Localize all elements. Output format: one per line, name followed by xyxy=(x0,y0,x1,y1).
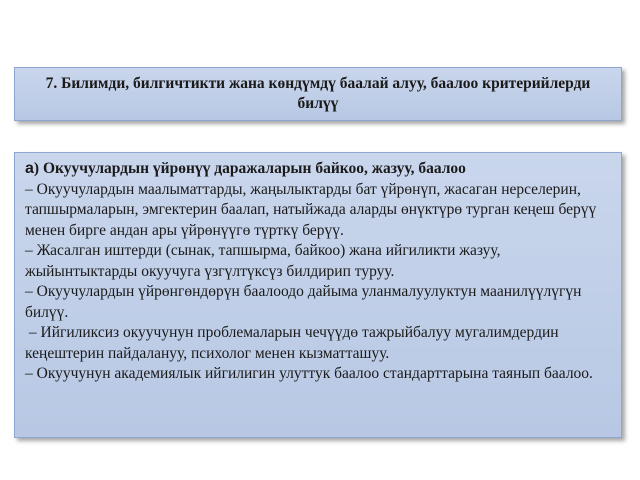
paragraph-4: – Ийгиликсиз окуучунун проблемаларын чечүүдө тажрыйбалуу мугалимдердин кеңештерин пайдалануу, психолог менен кызматташуу. xyxy=(25,324,563,362)
title-box xyxy=(14,67,622,121)
section-heading-letter: а xyxy=(25,160,34,177)
content-box xyxy=(14,152,622,438)
section-heading xyxy=(25,159,611,180)
paragraph-5: – Окуучунун академиялык ийгилигин улуттук баалоо стандарттарына таянып баалоо. xyxy=(25,365,593,382)
paragraph-2: – Жасалган иштерди (сынак, тапшырма, байкоо) жана ийгиликти жазуу, жыйынтыктарды окуучуга үзгүлтүксүз билдирип туруу. xyxy=(25,242,501,280)
paragraph-1: – Окуучулардын маалыматтарды, жаңылыктарды бат үйрөнүп, жасаган нерселерин, тапшырмаларын, эмгектерин баалап, натыйжада аларды өнүктүрө турган кеңеш берүү менен бирге андан ары үйрөнүүгө түрткү берүү. xyxy=(25,180,597,239)
slide-title: 7. Билимди, билгичтикти жана көндүмдү баалай алуу, баалоо критерийлерди билүү xyxy=(45,75,591,112)
section-heading-text: ) Окуучулардын үйрөнүү даражаларын байкоо, жазуу, баалоо xyxy=(33,160,466,177)
paragraph-3: – Окуучулардын үйрөнгөндөрүн баалоодо дайыма уланмалуулуктун маанилүүлүгүн билүү. xyxy=(25,283,582,321)
